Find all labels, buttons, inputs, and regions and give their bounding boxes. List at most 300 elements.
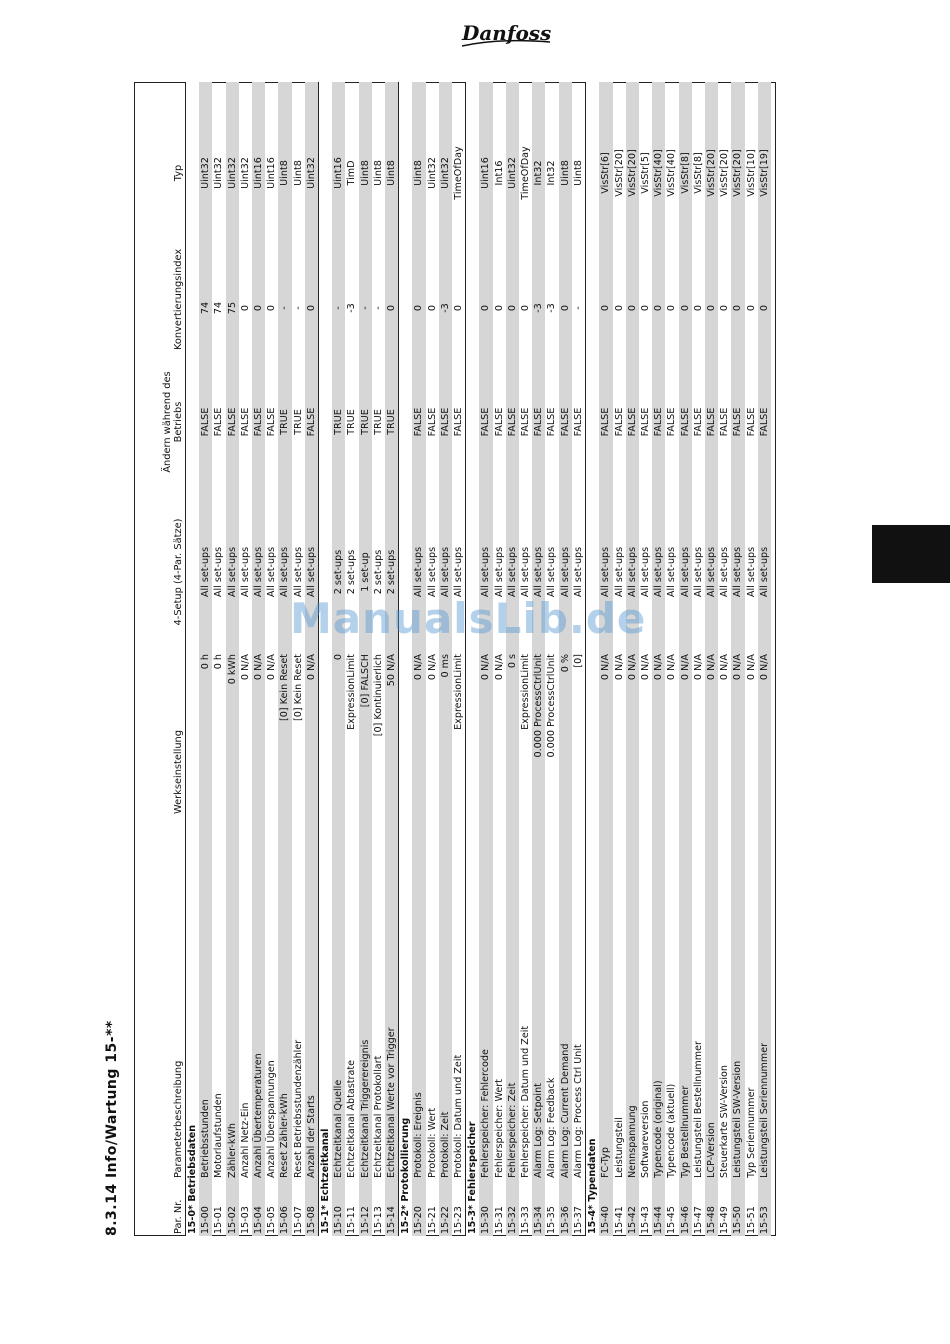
cell-type: Uint32: [426, 157, 438, 189]
cell-change: FALSE: [453, 407, 465, 437]
cell-type: Uint32: [305, 82, 319, 264]
table-row: [452, 82, 466, 1236]
cell-type: VisStr[6]: [599, 82, 612, 264]
cell-default: 0 h: [199, 652, 212, 892]
cell-description: Typ Seriennummer: [745, 1087, 757, 1178]
cell-default: [0] Kein Reset: [278, 652, 291, 892]
cell-par-nr: 15-31: [493, 1206, 505, 1234]
cell-default: 0 N/A: [666, 654, 678, 681]
cell-setup: 2 set-ups: [346, 549, 358, 595]
header-setup: 4-Setup (4-Par. Sätze): [173, 518, 184, 626]
cell-default: 0 ms: [439, 652, 452, 892]
table-row: [426, 82, 439, 1236]
cell-par-nr: 15-21: [426, 1206, 438, 1234]
cell-type: Uint8: [559, 82, 572, 264]
table-row: [718, 82, 731, 1236]
cell-par-nr: 15-03: [239, 1206, 251, 1234]
table-row: [199, 82, 212, 1236]
cell-par-nr: 15-51: [745, 1206, 757, 1234]
group-title: 15-0* Betriebsdaten: [186, 82, 200, 1236]
cell-conversion: 0: [239, 304, 251, 312]
cell-type: Uint8: [278, 82, 291, 264]
danfoss-logo: [458, 18, 554, 52]
cell-default: 0.000 ProcessCtrlUnit: [532, 652, 545, 892]
table-row: [252, 82, 265, 1236]
cell-par-nr: 15-08: [305, 1180, 319, 1236]
cell-type: TimeOfDay: [520, 146, 532, 200]
cell-setup: All set-ups: [305, 492, 319, 652]
cell-default: 0 s: [506, 652, 519, 892]
cell-change: TRUE: [359, 352, 372, 492]
cell-change: FALSE: [705, 352, 718, 492]
cell-type: Int32: [532, 82, 545, 264]
cell-change: FALSE: [479, 352, 492, 492]
cell-par-nr: 15-37: [572, 1206, 584, 1234]
cell-conversion: 0: [412, 264, 425, 352]
cell-setup: All set-ups: [719, 546, 731, 598]
table-row: [332, 82, 345, 1236]
cell-description: Alarm Log: Process Ctrl Unit: [572, 1044, 584, 1178]
cell-description: Reset Betriebsstundenzähler: [292, 1039, 304, 1178]
cell-conversion: 0: [520, 304, 532, 312]
cell-description: Anzahl Überspannungen: [266, 1060, 278, 1178]
cell-par-nr: 15-36: [559, 1180, 572, 1236]
table-row: [532, 82, 545, 1236]
cell-change: FALSE: [532, 352, 545, 492]
cell-conversion: 0: [679, 264, 692, 352]
table-row: [439, 82, 452, 1236]
cell-setup: All set-ups: [266, 546, 278, 598]
cell-type: Uint16: [266, 157, 278, 189]
cell-change: TRUE: [332, 352, 345, 492]
cell-setup: All set-ups: [226, 492, 239, 652]
table-row: [639, 82, 652, 1236]
cell-description: Alarm Log: Setpoint: [532, 892, 545, 1180]
cell-conversion: -: [278, 264, 291, 352]
cell-type: VisStr[10]: [745, 149, 757, 197]
table-body: [186, 82, 771, 1236]
cell-par-nr: 15-43: [639, 1206, 651, 1234]
cell-conversion: 74: [199, 264, 212, 352]
cell-conversion: -3: [439, 264, 452, 352]
cell-type: Uint16: [252, 82, 265, 264]
cell-par-nr: 15-04: [252, 1180, 265, 1236]
cell-default: 0 N/A: [652, 652, 665, 892]
table-row: [692, 82, 705, 1236]
cell-change: FALSE: [613, 407, 625, 437]
cell-par-nr: 15-44: [652, 1180, 665, 1236]
table-row: [372, 82, 385, 1236]
cell-type: TimeOfDay: [453, 146, 465, 200]
cell-default: 0 N/A: [745, 654, 757, 681]
cell-default: 0 N/A: [479, 652, 492, 892]
cell-setup: All set-ups: [278, 492, 291, 652]
cell-conversion: 0: [731, 264, 744, 352]
cell-par-nr: 15-42: [626, 1180, 639, 1236]
cell-description: Softwareversion: [639, 1100, 651, 1178]
table-row: [278, 82, 291, 1236]
cell-setup: All set-ups: [679, 492, 692, 652]
cell-description: Fehlerspeicher: Zeit: [506, 892, 519, 1180]
cell-default: [0] Kein Reset: [292, 654, 304, 721]
cell-type: VisStr[8]: [679, 82, 692, 264]
cell-setup: All set-ups: [666, 546, 678, 598]
table-row: [359, 82, 372, 1236]
cell-change: FALSE: [239, 407, 251, 437]
cell-change: FALSE: [305, 352, 319, 492]
cell-conversion: -: [572, 306, 584, 310]
cell-change: FALSE: [679, 352, 692, 492]
cell-par-nr: 15-45: [666, 1206, 678, 1234]
table-row: [559, 82, 572, 1236]
cell-default: 0 h: [213, 654, 225, 670]
cell-description: Zähler-kWh: [226, 892, 239, 1180]
cell-conversion: 0: [652, 264, 665, 352]
cell-description: Alarm Log: Feedback: [546, 1077, 558, 1178]
cell-default: [0]: [572, 654, 584, 668]
table-row: [705, 82, 718, 1236]
cell-setup: 2 set-ups: [372, 549, 384, 595]
group-header-row: [399, 82, 413, 1236]
cell-type: VisStr[20]: [731, 82, 744, 264]
cell-conversion: 0: [599, 264, 612, 352]
cell-description: Protokoll: Datum und Zeit: [453, 1054, 465, 1178]
table-header-row: [134, 82, 186, 1236]
table-row: [731, 82, 744, 1236]
cell-default: ExpressionLimit: [453, 654, 465, 730]
cell-change: FALSE: [439, 352, 452, 492]
group-title: 15-4* Typendaten: [586, 82, 600, 1236]
cell-change: FALSE: [639, 407, 651, 437]
cell-conversion: 0: [479, 264, 492, 352]
cell-description: Alarm Log: Current Demand: [559, 892, 572, 1180]
cell-description: Leistungsteil Seriennummer: [758, 892, 771, 1180]
cell-description: Typencode (aktuell): [666, 1083, 678, 1178]
cell-par-nr: 15-23: [453, 1206, 465, 1234]
cell-setup: All set-ups: [546, 546, 558, 598]
table-row: [226, 82, 239, 1236]
cell-description: Fehlerspeicher: Datum und Zeit: [520, 1025, 532, 1178]
cell-type: VisStr[20]: [705, 82, 718, 264]
cell-conversion: 0: [385, 264, 399, 352]
cell-setup: 2 set-ups: [385, 492, 399, 652]
cell-default: 0 N/A: [493, 654, 505, 681]
cell-change: FALSE: [745, 407, 757, 437]
cell-description: Typencode (original): [652, 892, 665, 1180]
cell-change: FALSE: [731, 352, 744, 492]
cell-conversion: -3: [532, 264, 545, 352]
cell-par-nr: 15-07: [292, 1206, 304, 1234]
cell-type: Int16: [493, 160, 505, 186]
cell-setup: All set-ups: [613, 546, 625, 598]
cell-default: 0 N/A: [239, 654, 251, 681]
cell-type: VisStr[5]: [639, 152, 651, 194]
table-row: [572, 82, 586, 1236]
cell-conversion: 0: [758, 264, 771, 352]
cell-conversion: -: [332, 264, 345, 352]
cell-type: Uint8: [412, 82, 425, 264]
table-row: [239, 82, 252, 1236]
cell-change: FALSE: [719, 407, 731, 437]
cell-conversion: 0: [305, 264, 319, 352]
cell-type: VisStr[20]: [719, 149, 731, 197]
cell-conversion: 0: [666, 304, 678, 312]
cell-default: 0 N/A: [626, 652, 639, 892]
cell-setup: All set-ups: [520, 546, 532, 598]
cell-default: 0: [332, 652, 345, 892]
cell-type: TimD: [346, 160, 358, 186]
table-row: [519, 82, 532, 1236]
cell-change: FALSE: [252, 352, 265, 492]
cell-default: 0 N/A: [758, 652, 771, 892]
cell-setup: All set-ups: [426, 546, 438, 598]
cell-conversion: -: [292, 306, 304, 310]
cell-change: FALSE: [652, 352, 665, 492]
cell-par-nr: 15-05: [266, 1206, 278, 1234]
cell-setup: All set-ups: [652, 492, 665, 652]
cell-conversion: 0: [559, 264, 572, 352]
cell-type: Uint32: [213, 157, 225, 189]
cell-change: FALSE: [692, 407, 704, 437]
cell-setup: All set-ups: [626, 492, 639, 652]
cell-par-nr: 15-06: [278, 1180, 291, 1236]
cell-par-nr: 15-00: [199, 1180, 212, 1236]
cell-par-nr: 15-14: [385, 1180, 399, 1236]
cell-change: FALSE: [412, 352, 425, 492]
cell-par-nr: 15-20: [412, 1180, 425, 1236]
cell-par-nr: 15-30: [479, 1180, 492, 1236]
cell-setup: All set-ups: [252, 492, 265, 652]
svg-text:Danfoss: Danfoss: [462, 21, 552, 45]
cell-description: Leistungsteil Bestellnummer: [692, 1041, 704, 1178]
group-header-row: [586, 82, 600, 1236]
header-type: Typ: [173, 164, 184, 182]
cell-change: FALSE: [226, 352, 239, 492]
cell-par-nr: 15-46: [679, 1180, 692, 1236]
table-row: [212, 82, 225, 1236]
cell-setup: All set-ups: [199, 492, 212, 652]
cell-default: 0 N/A: [705, 652, 718, 892]
cell-setup: All set-ups: [758, 492, 771, 652]
cell-par-nr: 15-11: [346, 1206, 358, 1234]
cell-setup: All set-ups: [692, 546, 704, 598]
cell-description: Echtzeitkanal Abtastrate: [346, 1059, 358, 1178]
cell-default: 0 N/A: [639, 654, 651, 681]
cell-setup: All set-ups: [639, 546, 651, 598]
cell-conversion: 74: [213, 301, 225, 315]
cell-conversion: -: [359, 264, 372, 352]
table-row: [758, 82, 771, 1236]
cell-conversion: 0: [613, 304, 625, 312]
cell-description: Protokoll: Wert: [426, 1107, 438, 1178]
cell-change: TRUE: [278, 352, 291, 492]
cell-description: Protokoll: Ereignis: [412, 892, 425, 1180]
cell-setup: All set-ups: [559, 492, 572, 652]
table-row: [493, 82, 506, 1236]
cell-par-nr: 15-33: [520, 1206, 532, 1234]
header-par-nr: Par. Nr.: [173, 1199, 184, 1234]
cell-change: FALSE: [520, 407, 532, 437]
table-row: [652, 82, 665, 1236]
cell-par-nr: 15-53: [758, 1180, 771, 1236]
cell-description: Betriebsstunden: [199, 892, 212, 1180]
cell-type: VisStr[20]: [626, 82, 639, 264]
group-title: 15-3* Fehlerspeicher: [466, 82, 480, 1236]
header-change: Ändern während des Betriebs: [162, 371, 184, 473]
cell-conversion: 0: [252, 264, 265, 352]
cell-description: Protokoll: Zeit: [439, 892, 452, 1180]
cell-change: FALSE: [493, 407, 505, 437]
group-header-row: [186, 82, 200, 1236]
cell-description: Echtzeitkanal Werte vor Trigger: [385, 892, 399, 1180]
group-header-row: [319, 82, 333, 1236]
cell-conversion: 0: [692, 304, 704, 312]
cell-conversion: 0: [719, 304, 731, 312]
cell-type: Uint32: [506, 82, 519, 264]
cell-setup: All set-ups: [506, 492, 519, 652]
cell-default: [0] Kontinuierlich: [372, 654, 384, 737]
section-title: 8.3.14 Info/Wartung 15-**: [104, 1020, 120, 1236]
cell-type: VisStr[40]: [652, 82, 665, 264]
cell-setup: All set-ups: [532, 492, 545, 652]
cell-conversion: 0: [266, 304, 278, 312]
table-row: [385, 82, 399, 1236]
cell-conversion: 0: [493, 304, 505, 312]
cell-change: TRUE: [385, 352, 399, 492]
group-title: 15-2* Protokollierung: [399, 82, 413, 1236]
cell-type: Uint16: [479, 82, 492, 264]
cell-description: Echtzeitkanal Triggerereignis: [359, 892, 372, 1180]
cell-par-nr: 15-02: [226, 1180, 239, 1236]
cell-change: FALSE: [546, 407, 558, 437]
cell-change: FALSE: [758, 352, 771, 492]
cell-description: Fehlerspeicher: Fehlercode: [479, 892, 492, 1180]
cell-description: Echtzeitkanal Protokollart: [372, 1055, 384, 1178]
cell-conversion: -: [372, 306, 384, 310]
cell-conversion: 0: [453, 304, 465, 312]
cell-par-nr: 15-32: [506, 1180, 519, 1236]
table-row: [626, 82, 639, 1236]
rotated-table-container: [104, 82, 776, 1236]
cell-setup: All set-ups: [213, 546, 225, 598]
watermark: ManualsLib.de: [290, 594, 647, 643]
cell-change: FALSE: [426, 407, 438, 437]
cell-type: Uint8: [385, 82, 399, 264]
cell-default: 50 N/A: [385, 652, 399, 892]
cell-par-nr: 15-22: [439, 1180, 452, 1236]
cell-default: 0 N/A: [679, 652, 692, 892]
cell-default: 0 N/A: [719, 654, 731, 681]
header-conversion: Konvertierungsindex: [173, 248, 184, 350]
table-row: [679, 82, 692, 1236]
cell-conversion: 0: [626, 264, 639, 352]
table-row: [599, 82, 612, 1236]
cell-default: [0] FALSCH: [359, 652, 372, 892]
cell-par-nr: 15-10: [332, 1180, 345, 1236]
cell-setup: All set-ups: [412, 492, 425, 652]
cell-conversion: -3: [346, 303, 358, 313]
cell-change: FALSE: [666, 407, 678, 437]
table-row: [265, 82, 278, 1236]
cell-description: Nennspannung: [626, 892, 639, 1180]
cell-change: FALSE: [626, 352, 639, 492]
cell-setup: All set-ups: [239, 546, 251, 598]
table-row: [506, 82, 519, 1236]
cell-par-nr: 15-41: [613, 1206, 625, 1234]
table-row: [345, 82, 358, 1236]
cell-description: Steuerkarte SW-Version: [719, 1065, 731, 1178]
header-description: Parameterbeschreibung: [173, 1060, 184, 1178]
cell-par-nr: 15-40: [599, 1180, 612, 1236]
cell-setup: All set-ups: [599, 492, 612, 652]
table-row: [412, 82, 425, 1236]
table-row: [665, 82, 678, 1236]
cell-default: ExpressionLimit: [520, 654, 532, 730]
cell-conversion: 75: [226, 264, 239, 352]
cell-setup: All set-ups: [453, 546, 465, 598]
cell-type: Uint32: [226, 82, 239, 264]
cell-default: 0.000 ProcessCtrlUnit: [546, 654, 558, 758]
cell-par-nr: 15-47: [692, 1206, 704, 1234]
header-default: Werkseinstellung: [173, 730, 184, 814]
group-header-row: [466, 82, 480, 1236]
cell-setup: All set-ups: [439, 492, 452, 652]
cell-default: 0 N/A: [412, 652, 425, 892]
cell-setup: All set-ups: [705, 492, 718, 652]
cell-type: VisStr[19]: [758, 82, 771, 264]
cell-description: Leistungsteil SW-Version: [731, 892, 744, 1180]
cell-type: Uint8: [359, 82, 372, 264]
cell-default: 0 N/A: [613, 654, 625, 681]
cell-par-nr: 15-12: [359, 1180, 372, 1236]
cell-change: FALSE: [559, 352, 572, 492]
cell-par-nr: 15-34: [532, 1180, 545, 1236]
cell-type: Uint8: [372, 160, 384, 186]
cell-default: 0 %: [559, 652, 572, 892]
cell-type: Uint32: [199, 82, 212, 264]
table-row: [479, 82, 492, 1236]
cell-type: Uint8: [292, 160, 304, 186]
cell-description: Anzahl Netz-Ein: [239, 1102, 251, 1178]
cell-conversion: 0: [705, 264, 718, 352]
cell-default: 0 N/A: [252, 652, 265, 892]
cell-change: FALSE: [572, 407, 584, 437]
cell-description: Typ Bestellnummer: [679, 892, 692, 1180]
cell-description: Reset Zähler-kWh: [278, 892, 291, 1180]
cell-conversion: 0: [639, 304, 651, 312]
cell-change: TRUE: [372, 409, 384, 435]
cell-type: Uint16: [332, 82, 345, 264]
table-row: [545, 82, 558, 1236]
cell-type: VisStr[20]: [613, 149, 625, 197]
cell-conversion: 0: [506, 264, 519, 352]
cell-type: Uint8: [572, 160, 584, 186]
cell-description: Leistungsteil: [613, 1117, 625, 1178]
table-row: [613, 82, 626, 1236]
cell-setup: All set-ups: [479, 492, 492, 652]
cell-conversion: -3: [546, 303, 558, 313]
cell-change: FALSE: [266, 407, 278, 437]
cell-description: Anzahl der Starts: [305, 892, 319, 1180]
cell-par-nr: 15-13: [372, 1206, 384, 1234]
cell-change: TRUE: [346, 409, 358, 435]
chapter-thumb-tab: [872, 525, 950, 583]
cell-type: VisStr[40]: [666, 149, 678, 197]
cell-description: LCP-Version: [705, 892, 718, 1180]
cell-setup: 1 set-up: [359, 492, 372, 652]
cell-par-nr: 15-35: [546, 1206, 558, 1234]
cell-setup: All set-ups: [493, 546, 505, 598]
